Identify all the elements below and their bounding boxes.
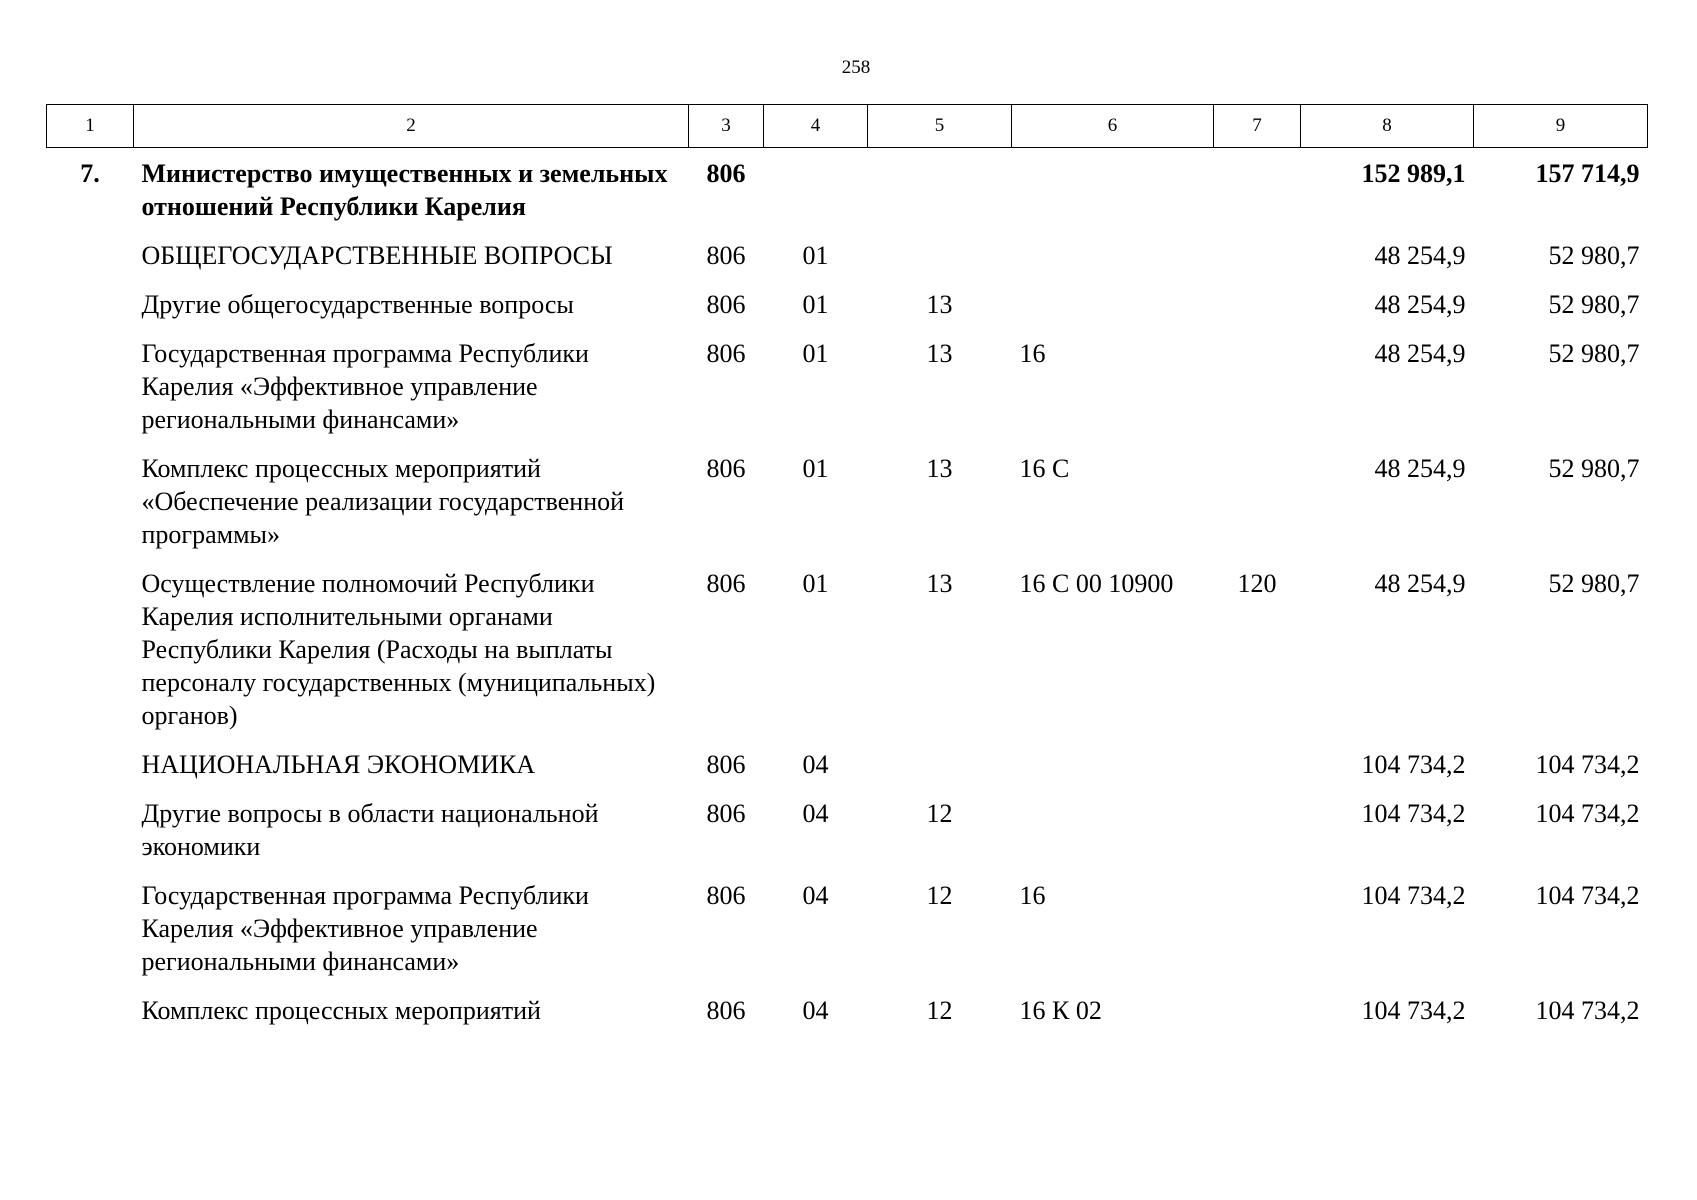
row-amount-year-2: 104 734,2: [1535, 799, 1640, 828]
row-target-article-code: 16: [1019, 339, 1046, 368]
row-ministry-code: 806: [706, 159, 746, 188]
row-subsection-code: [868, 148, 1012, 240]
row-amount-year-2: 52 980,7: [1548, 290, 1640, 319]
row-target-article-code: [1012, 288, 1214, 337]
row-name: Государственная программа Республики Карелия «Эффективное управление региональными финансами»: [141, 339, 589, 434]
row-section-code: 01: [802, 454, 829, 483]
row-section-code: 04: [802, 996, 829, 1025]
row-section-code: 01: [802, 290, 829, 319]
row-subsection-code: 13: [926, 339, 953, 368]
budget-table: [46, 104, 1648, 1043]
column-number-9: 9: [1474, 105, 1648, 148]
table-row: [47, 797, 1648, 879]
row-section-code: 04: [802, 750, 829, 779]
row-name: Министерство имущественных и земельных отношений Республики Карелия: [141, 159, 668, 221]
row-name: Комплекс процессных мероприятий: [141, 996, 541, 1025]
row-ministry-code: 806: [706, 569, 746, 598]
row-amount-year-2: 157 714,9: [1535, 159, 1640, 188]
row-name: Государственная программа Республики Карелия «Эффективное управление региональными финансами»: [141, 881, 589, 976]
row-name: Комплекс процессных мероприятий «Обеспечение реализации государственной программы»: [141, 454, 625, 549]
column-number-5: 5: [868, 105, 1012, 148]
column-number-8: 8: [1301, 105, 1474, 148]
row-name: ОБЩЕГОСУДАРСТВЕННЫЕ ВОПРОСЫ: [141, 241, 613, 270]
row-amount-year-1: 152 989,1: [1361, 159, 1466, 188]
row-target-article-code: 16 С: [1019, 454, 1070, 483]
row-amount-year-2: 104 734,2: [1535, 996, 1640, 1025]
row-ministry-code: 806: [706, 241, 746, 270]
row-amount-year-1: 48 254,9: [1374, 290, 1466, 319]
column-number-2: 2: [134, 105, 689, 148]
row-subsection-code: 12: [926, 881, 953, 910]
table-row: [47, 148, 1648, 240]
row-ministry-code: 806: [706, 799, 746, 828]
row-section-code: [764, 148, 868, 240]
row-amount-year-1: 104 734,2: [1361, 799, 1466, 828]
row-name: НАЦИОНАЛЬНАЯ ЭКОНОМИКА: [141, 750, 536, 779]
row-number: [47, 452, 134, 567]
row-name: Другие общегосударственные вопросы: [141, 290, 574, 319]
row-subsection-code: 12: [926, 996, 953, 1025]
row-number: [47, 879, 134, 994]
row-expense-type-code: [1214, 797, 1301, 879]
row-number: 7.: [80, 159, 100, 188]
row-amount-year-2: 52 980,7: [1548, 454, 1640, 483]
row-number: [47, 288, 134, 337]
row-number: [47, 797, 134, 879]
table-row: [47, 994, 1648, 1043]
table-row: [47, 748, 1648, 797]
row-subsection-code: [868, 748, 1012, 797]
row-target-article-code: 16 К 02: [1019, 996, 1102, 1025]
row-subsection-code: 13: [926, 454, 953, 483]
row-section-code: 01: [802, 339, 829, 368]
row-amount-year-1: 48 254,9: [1374, 339, 1466, 368]
column-number-header-row: [47, 105, 1648, 148]
row-subsection-code: 13: [926, 569, 953, 598]
column-number-6: 6: [1012, 105, 1214, 148]
table-row: [47, 288, 1648, 337]
row-expense-type-code: [1214, 879, 1301, 994]
row-name: Осуществление полномочий Республики Карелия исполнительными органами Республики Карелия (Расходы на выплаты персоналу государственных (муниципальных) органов): [141, 569, 656, 730]
table-row: [47, 879, 1648, 994]
row-amount-year-1: 48 254,9: [1374, 241, 1466, 270]
row-number: [47, 994, 134, 1043]
row-expense-type-code: [1214, 239, 1301, 288]
row-subsection-code: 12: [926, 799, 953, 828]
row-number: [47, 567, 134, 748]
row-target-article-code: [1012, 239, 1214, 288]
column-number-3: 3: [689, 105, 764, 148]
row-amount-year-1: 104 734,2: [1361, 881, 1466, 910]
row-section-code: 01: [802, 241, 829, 270]
row-target-article-code: [1012, 797, 1214, 879]
row-subsection-code: [868, 239, 1012, 288]
row-amount-year-2: 52 980,7: [1548, 241, 1640, 270]
row-target-article-code: [1012, 748, 1214, 797]
row-amount-year-1: 104 734,2: [1361, 750, 1466, 779]
row-ministry-code: 806: [706, 750, 746, 779]
row-expense-type-code: [1214, 288, 1301, 337]
row-expense-type-code: [1214, 994, 1301, 1043]
row-ministry-code: 806: [706, 454, 746, 483]
row-amount-year-2: 104 734,2: [1535, 881, 1640, 910]
row-expense-type-code: 120: [1237, 569, 1277, 598]
row-target-article-code: [1012, 148, 1214, 240]
table-row: [47, 337, 1648, 452]
table-row: [47, 567, 1648, 748]
row-amount-year-2: 104 734,2: [1535, 750, 1640, 779]
row-section-code: 04: [802, 881, 829, 910]
row-amount-year-2: 52 980,7: [1548, 339, 1640, 368]
row-expense-type-code: [1214, 337, 1301, 452]
table-row: [47, 452, 1648, 567]
row-number: [47, 337, 134, 452]
column-number-1: 1: [47, 105, 134, 148]
row-ministry-code: 806: [706, 339, 746, 368]
column-number-7: 7: [1214, 105, 1301, 148]
row-ministry-code: 806: [706, 996, 746, 1025]
row-amount-year-1: 48 254,9: [1374, 454, 1466, 483]
row-expense-type-code: [1214, 452, 1301, 567]
row-name: Другие вопросы в области национальной экономики: [141, 799, 599, 861]
row-section-code: 04: [802, 799, 829, 828]
row-subsection-code: 13: [926, 290, 953, 319]
row-amount-year-1: 104 734,2: [1361, 996, 1466, 1025]
row-number: [47, 748, 134, 797]
page-number: 258: [841, 57, 871, 78]
table-row: [47, 239, 1648, 288]
row-expense-type-code: [1214, 748, 1301, 797]
row-number: [47, 239, 134, 288]
row-section-code: 01: [802, 569, 829, 598]
row-amount-year-1: 48 254,9: [1374, 569, 1466, 598]
row-expense-type-code: [1214, 148, 1301, 240]
row-amount-year-2: 52 980,7: [1548, 569, 1640, 598]
row-target-article-code: 16 С 00 10900: [1019, 569, 1174, 598]
row-ministry-code: 806: [706, 290, 746, 319]
column-number-4: 4: [764, 105, 868, 148]
row-target-article-code: 16: [1019, 881, 1046, 910]
row-ministry-code: 806: [706, 881, 746, 910]
